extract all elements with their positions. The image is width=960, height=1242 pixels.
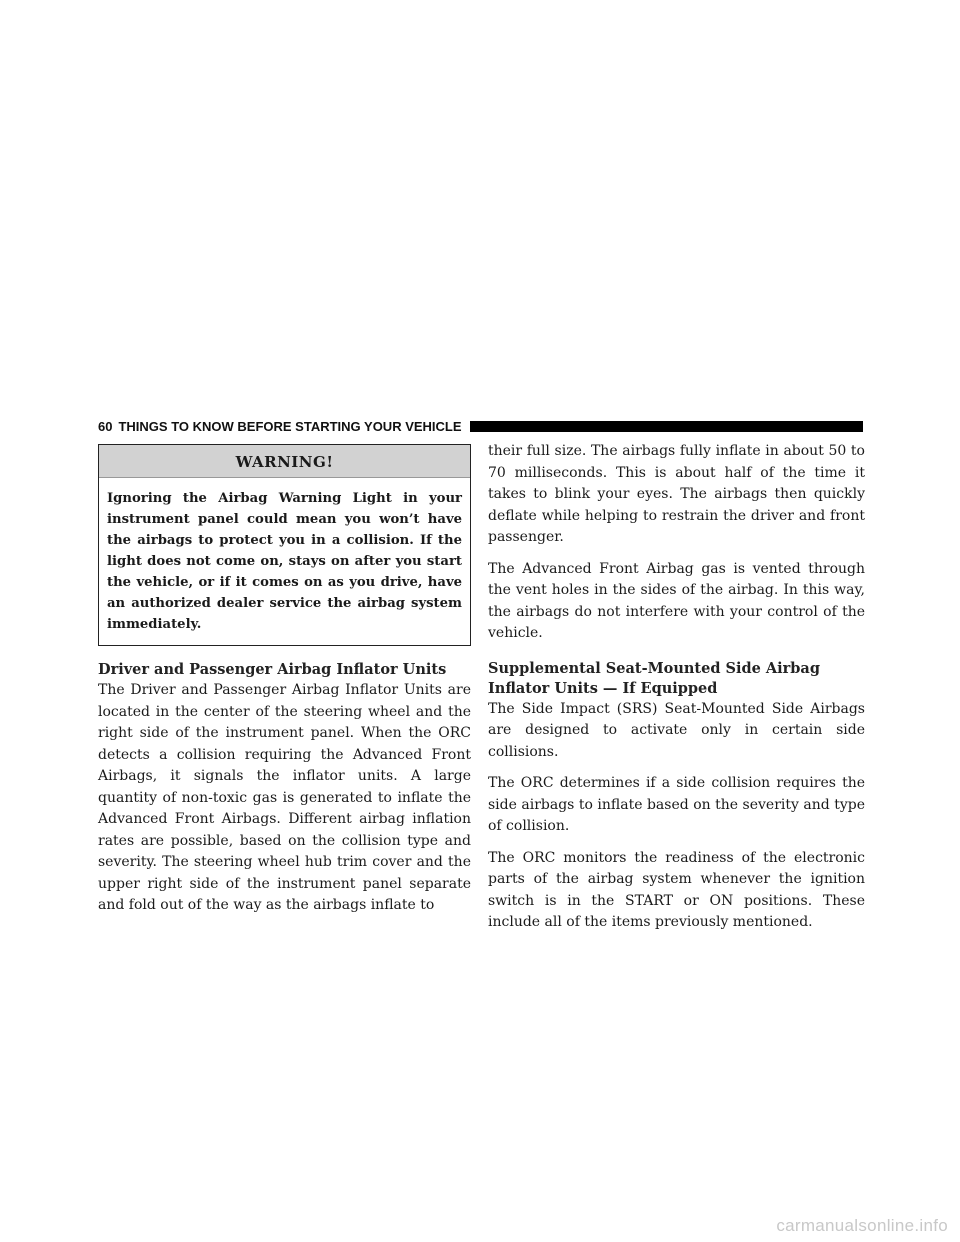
page-header (98, 417, 863, 435)
warning-box (98, 444, 471, 646)
warning-body: Ignoring the Airbag Warning Light in your instrument panel could mean you won’t have the airbags to protect you in a collision. If the light does not come on, stays on after you start the vehicle, or if it comes on as you drive, have an authorized dealer service the airbag system immediately. (107, 491, 462, 632)
section-heading-inflator-units: Driver and Passenger Airbag Inflator Units (98, 661, 447, 678)
section-title: THINGS TO KNOW BEFORE STARTING YOUR VEHICLE (118, 418, 462, 434)
paragraph: The Advanced Front Airbag gas is vented through the vent holes in the sides of the airbag. In this way, the airbags do not interfere with your control of the vehicle. (488, 560, 865, 641)
section-heading-side-airbag: Supplemental Seat-Mounted Side Airbag Inflator Units — If Equipped (488, 659, 820, 697)
paragraph: The Driver and Passenger Airbag Inflator Units are located in the center of the steering wheel and the right side of the instrument panel. When the ORC detects a collision requiring the Advanced Front Airbags, it signals the inflator units. A large quantity of non-toxic gas is generated to inflate the Advanced Front Airbags. Different airbag inflation rates are possible, based on the collision type and severity. The steering wheel hub trim cover and the upper right side of the instrument panel separate and fold out of the way as the airbags inflate to (98, 682, 471, 913)
left-column (98, 444, 471, 917)
paragraph: The ORC determines if a side collision requires the side airbags to inflate based on the severity and type of collision. (488, 775, 865, 834)
warning-title: WARNING! (99, 445, 470, 478)
right-column (488, 441, 865, 934)
watermark: carmanualsonline.info (776, 1216, 948, 1235)
paragraph: their full size. The airbags fully inflate in about 50 to 70 milliseconds. This is about half of the time it takes to blink your eyes. The airbags then quickly deflate while helping to restrain the driver and front passenger. (488, 443, 865, 545)
paragraph: The ORC monitors the readiness of the electronic parts of the airbag system whenever the ignition switch is in the START or ON positions. These include all of the items previously mentioned. (488, 849, 865, 930)
page-number: 60 (98, 418, 113, 434)
paragraph: The Side Impact (SRS) Seat-Mounted Side Airbags are designed to activate only in certain side collisions. (488, 700, 865, 760)
header-rule (470, 421, 863, 432)
